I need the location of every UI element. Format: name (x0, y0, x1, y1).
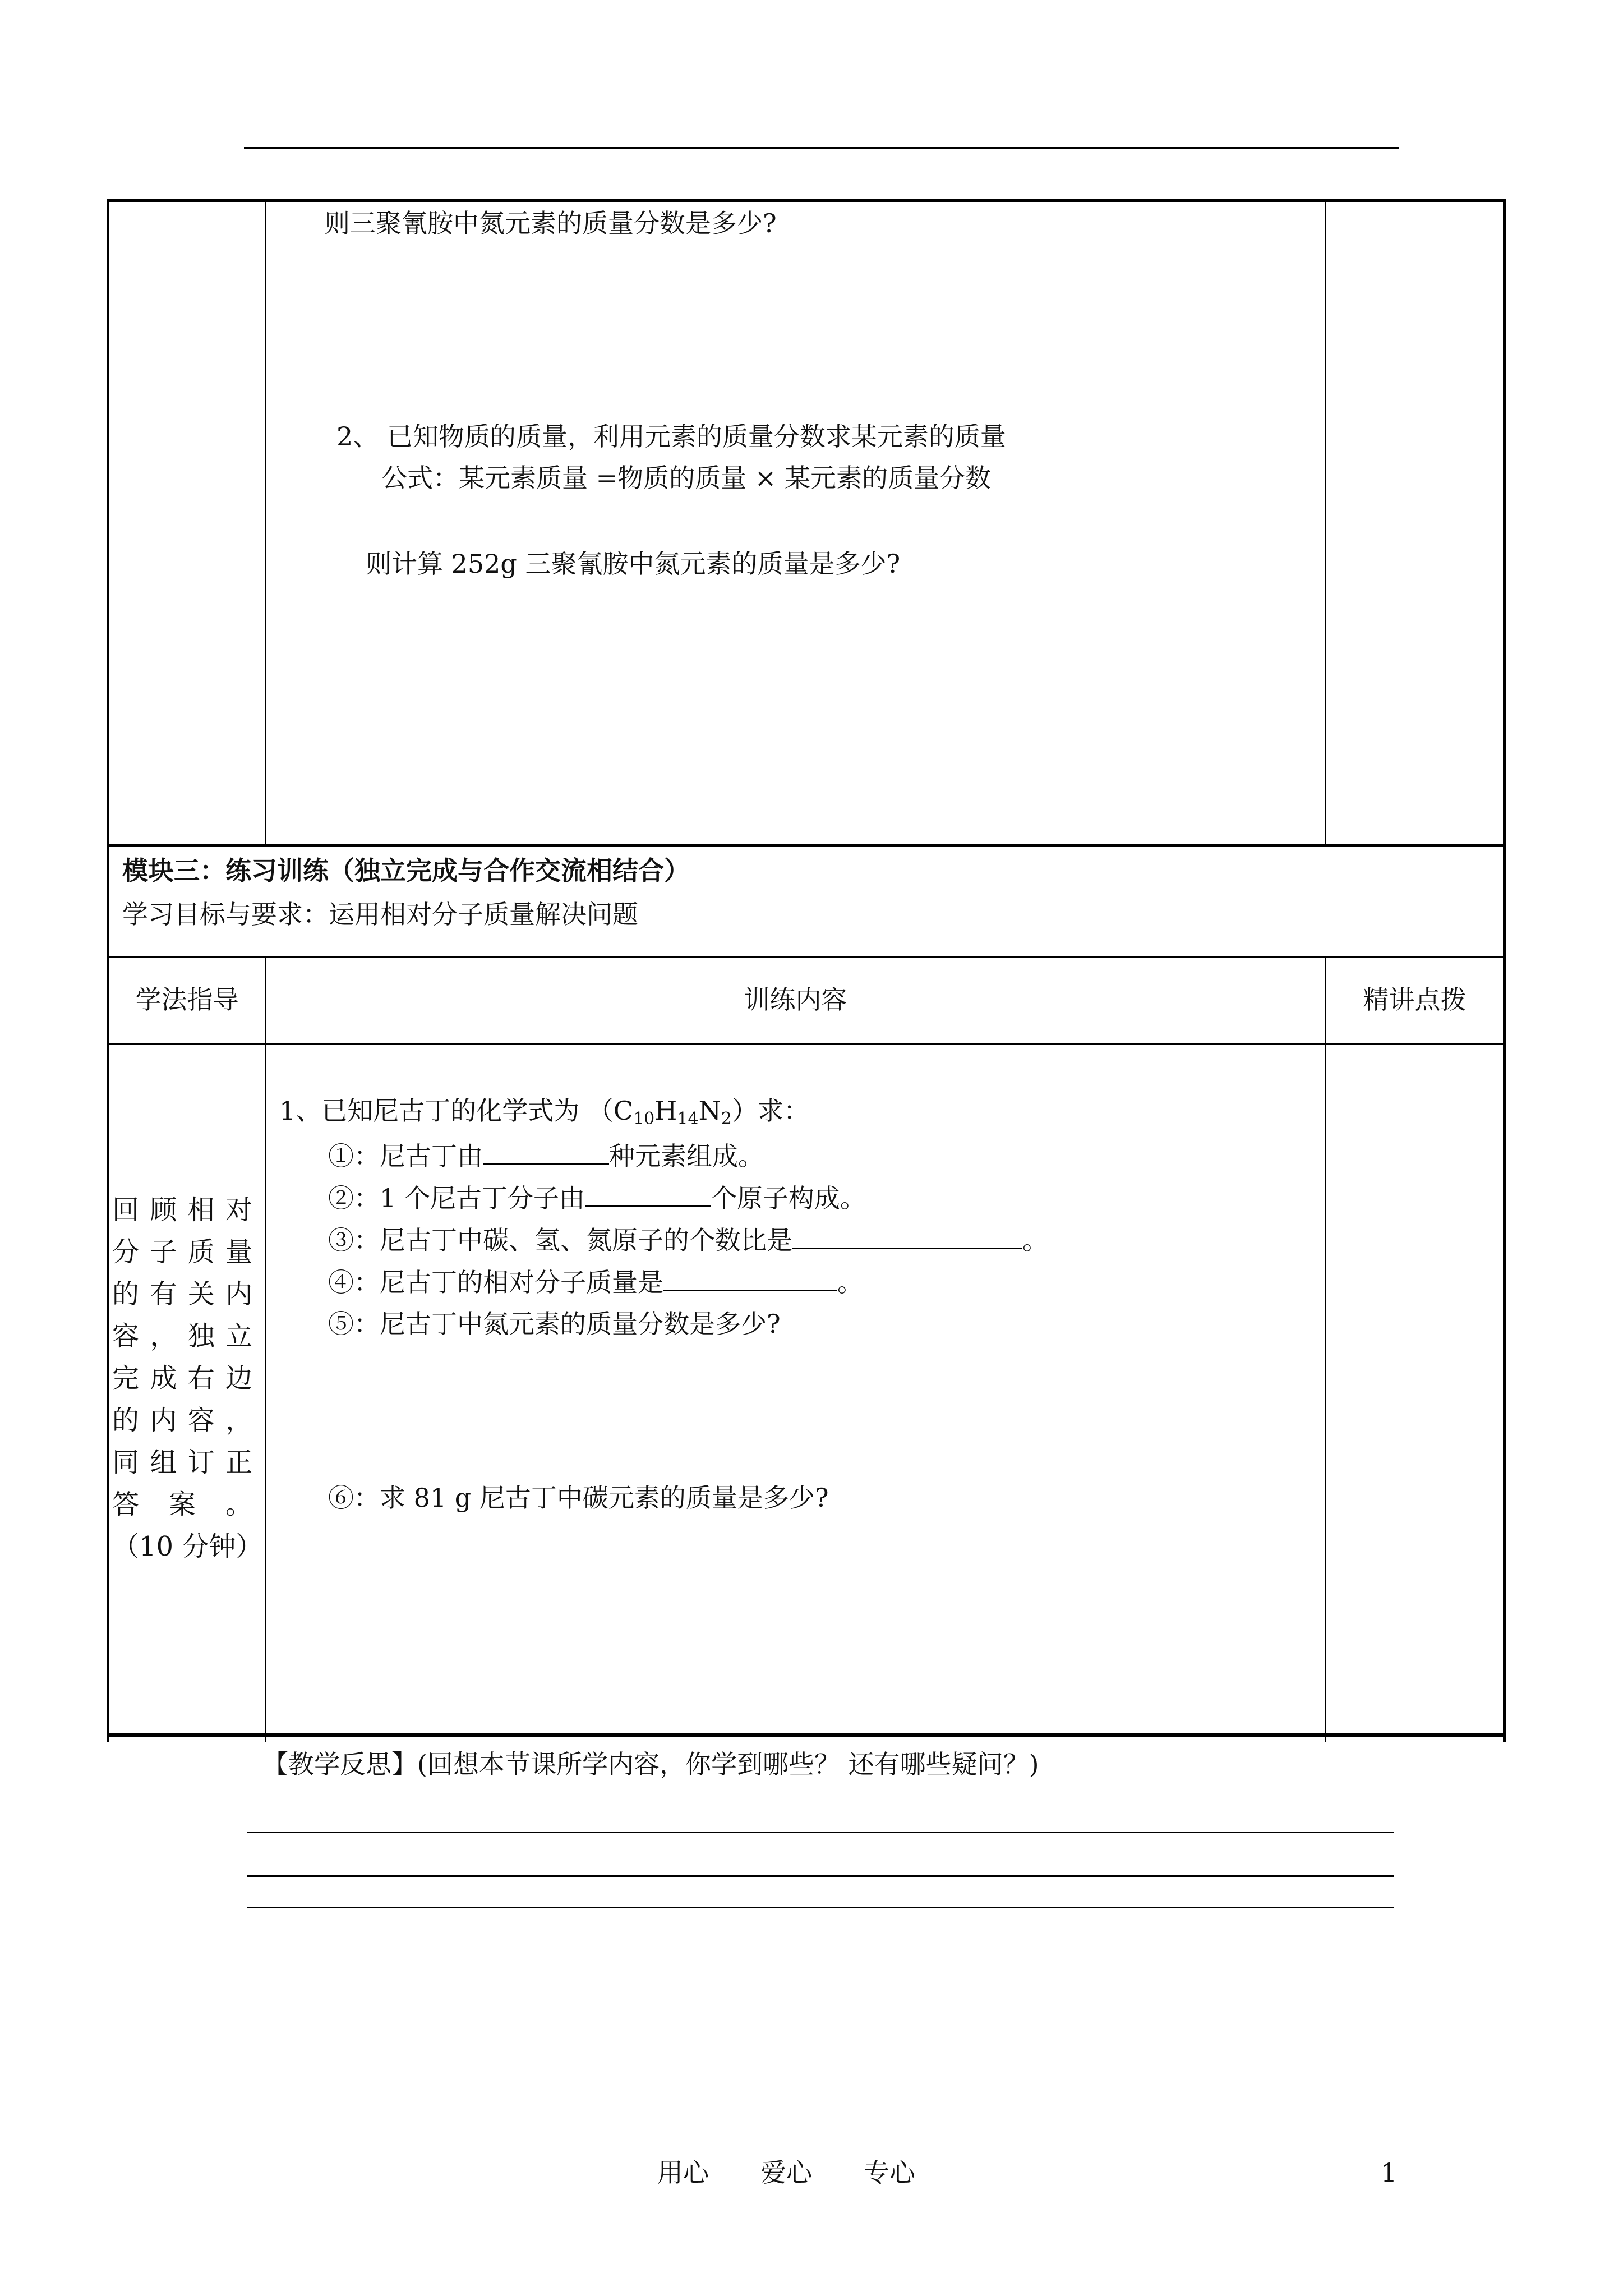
item2-formula: 公式：某元素质量 =物质的质量 × 某元素的质量分数 (381, 463, 991, 493)
table-top-border (107, 199, 1506, 202)
guidance-line: 同组订正 (112, 1447, 252, 1478)
answer-blank[interactable] (792, 1223, 1022, 1249)
guidance-line: 答 案 。 (112, 1489, 252, 1520)
upper-section-bottom-border (107, 844, 1506, 847)
exercise-q1: ①：尼古丁由 种元素组成。 (328, 1139, 764, 1173)
page-number: 1 (1381, 2157, 1398, 2188)
item2-question: 则计算 252g 三聚氰胺中氮元素的质量是多少? (366, 549, 901, 579)
guidance-line: 分子质量 (112, 1236, 252, 1268)
guidance-line: 完成右边 (112, 1363, 252, 1394)
exercise-intro: 1、已知尼古丁的化学式为 $(C_{10}H_{14}N_2)$求： (279, 1096, 809, 1129)
teaching-reflection: 【教学反思】(回想本节课所学内容，你学到哪些？ 还有哪些疑问？) (262, 1749, 1039, 1779)
item2-title: 2、 已知物质的质量，利用元素的质量分数求某元素的质量 (336, 421, 1006, 452)
answer-blank[interactable] (483, 1139, 609, 1165)
guidance-line: 回顾相对 (112, 1194, 252, 1226)
upper-col-divider-left (265, 199, 266, 845)
header-rule (244, 147, 1399, 149)
answer-blank[interactable] (585, 1181, 711, 1207)
study-guidance (112, 1189, 263, 1568)
reflection-line-3[interactable] (247, 1907, 1394, 1908)
reflection-line-2[interactable] (247, 1875, 1394, 1877)
guidance-line: （10 分钟） (112, 1531, 263, 1562)
lower-col-divider-left (265, 956, 266, 1742)
module3-title: 模块三：练习训练（独立完成与合作交流相结合） (122, 855, 690, 886)
exercise-q6: ⑥：求 81 g 尼古丁中碳元素的质量是多少? (328, 1483, 829, 1513)
reflection-line-1[interactable] (247, 1832, 1394, 1833)
column-header-content: 训练内容 (744, 984, 847, 1015)
table-bottom-border (107, 1733, 1506, 1737)
answer-blank[interactable] (663, 1265, 837, 1291)
footer-motto: 用心 爱心 专心 (657, 2157, 915, 2188)
column-header-method: 学法指导 (135, 984, 239, 1015)
exercise-q2: ②：1 个尼古丁分子由 个原子构成。 (328, 1181, 866, 1215)
header-row-bottom-border (107, 1043, 1506, 1045)
table-right-border (1503, 199, 1506, 1742)
header-row-top-border (107, 956, 1506, 958)
exercise-q4: ④：尼古丁的相对分子质量是 。 (328, 1265, 863, 1299)
module3-goal: 学习目标与要求：运用相对分子质量解决问题 (122, 899, 638, 930)
exercise-q3: ③：尼古丁中碳、氢、氮原子的个数比是 。 (328, 1223, 1048, 1257)
lower-col-divider-right (1325, 956, 1326, 1742)
upper-col-divider-right (1325, 199, 1326, 845)
table-left-border (107, 199, 109, 1742)
guidance-line: 容，独立 (112, 1320, 252, 1352)
guidance-line: 的内容， (112, 1405, 252, 1436)
column-header-notes: 精讲点拨 (1363, 984, 1467, 1015)
guidance-line: 的有关内 (112, 1278, 252, 1310)
question-nitrogen-mass-fraction: 则三聚氰胺中氮元素的质量分数是多少? (324, 208, 777, 238)
exercise-q5: ⑤：尼古丁中氮元素的质量分数是多少? (328, 1309, 781, 1339)
formula-nicotine: $C_{10}H_{14}N_2$ (613, 1096, 732, 1129)
